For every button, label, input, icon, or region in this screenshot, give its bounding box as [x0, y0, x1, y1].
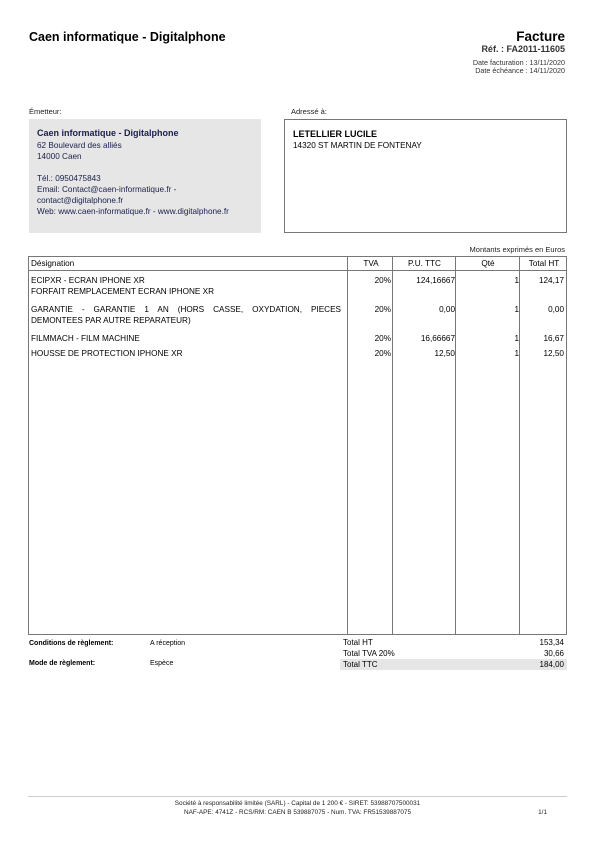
sender-phone: Tél.: 0950475843 — [37, 174, 101, 183]
table-row — [29, 332, 566, 346]
total-ttc-value: 184,00 — [539, 660, 564, 669]
payment-mode-label: Mode de règlement: — [29, 660, 96, 667]
invoice-reference: Réf. : FA2011-11605 — [481, 44, 565, 54]
item-quantity: 1 — [514, 334, 519, 343]
item-designation-line: FORFAIT REMPLACEMENT ECRAN IPHONE XR — [31, 286, 215, 296]
item-unit-price: 0,00 — [439, 305, 455, 314]
item-total-ht: 16,67 — [543, 334, 564, 343]
item-designation-line: DEMONTEES PAR AUTRE REPARATEUR) — [31, 315, 191, 325]
item-tva: 20% — [374, 334, 391, 343]
item-designation — [31, 276, 341, 297]
total-ttc-label: Total TTC — [343, 660, 378, 669]
total-tva-row — [340, 648, 567, 659]
totals-block — [340, 637, 567, 670]
item-designation-line: GARANTIE - GARANTIE 1 AN (HORS CASSE, OXYDATION, PIECES — [31, 305, 341, 314]
item-designation — [31, 334, 341, 345]
payment-terms-value: A réception — [150, 640, 186, 647]
table-row — [29, 347, 566, 361]
company-title: Caen informatique - Digitalphone — [29, 30, 226, 44]
item-unit-price: 16,66667 — [420, 334, 455, 343]
total-tva-label: Total TVA 20% — [343, 649, 395, 658]
footer-legal-line: Société à responsabilité limitée (SARL) - Capital de 1 200 € - SIRET: 53988707500031 — [174, 800, 421, 807]
sender-email: Email: Contact@caen-informatique.fr - — [37, 185, 177, 194]
recipient-address: 14320 ST MARTIN DE FONTENAY — [293, 141, 422, 150]
item-total-ht: 0,00 — [548, 305, 564, 314]
item-quantity: 1 — [514, 276, 519, 285]
table-row — [29, 303, 566, 329]
sender-website: Web: www.caen-informatique.fr - www.digitalphone.fr — [37, 207, 229, 216]
page-number: 1/1 — [538, 809, 547, 816]
item-quantity: 1 — [514, 305, 519, 314]
item-unit-price: 12,50 — [434, 349, 455, 358]
footer-divider — [28, 796, 567, 797]
due-date: Date échéance : 14/11/2020 — [475, 66, 565, 75]
item-quantity: 1 — [514, 349, 519, 358]
item-designation — [31, 305, 341, 326]
item-total-ht: 12,50 — [543, 349, 564, 358]
total-ht-value: 153,34 — [539, 638, 564, 647]
sender-name: Caen informatique - Digitalphone — [37, 128, 179, 138]
invoice-date: Date facturation : 13/11/2020 — [472, 58, 565, 67]
item-designation-line: HOUSSE DE PROTECTION IPHONE XR — [31, 349, 183, 358]
item-tva: 20% — [374, 349, 391, 358]
recipient-label: Adressé à: — [291, 107, 327, 116]
sender-box — [29, 119, 261, 233]
footer-registration-line: NAF-APE: 4741Z - RCS/RM: CAEN B 539887075 - Num. TVA: FR51539887075 — [183, 809, 412, 816]
sender-address-city: 14000 Caen — [37, 152, 82, 161]
table-header-row — [29, 257, 566, 271]
currency-note: Montants exprimés en Euros — [469, 245, 565, 254]
payment-mode-value: Espèce — [150, 660, 174, 667]
item-designation-line: ECIPXR - ECRAN IPHONE XR — [31, 276, 145, 285]
sender-email-continued: contact@digitalphone.fr — [37, 196, 124, 205]
table-row — [29, 274, 566, 300]
header-quantity: Qté — [481, 259, 495, 268]
payment-terms-label: Conditions de règlement: — [29, 640, 114, 647]
item-total-ht: 124,17 — [538, 276, 564, 285]
header-total-ht: Total HT — [528, 259, 560, 268]
header-tva: TVA — [363, 259, 379, 268]
item-unit-price: 124,16667 — [416, 276, 455, 285]
item-tva: 20% — [374, 305, 391, 314]
recipient-box — [284, 119, 567, 233]
recipient-name: LETELLIER LUCILE — [293, 129, 377, 139]
document-type-title: Facture — [516, 29, 565, 44]
item-designation-line: FILMMACH - FILM MACHINE — [31, 334, 140, 343]
total-tva-value: 30,66 — [543, 649, 564, 658]
item-tva: 20% — [374, 276, 391, 285]
sender-label: Émetteur: — [29, 107, 62, 116]
header-designation: Désignation — [31, 259, 75, 268]
sender-address-street: 62 Boulevard des alliés — [37, 141, 122, 150]
total-ht-row — [340, 637, 567, 648]
item-designation — [31, 349, 341, 360]
items-table — [28, 256, 567, 635]
total-ht-label: Total HT — [343, 638, 373, 647]
total-ttc-row — [340, 659, 567, 670]
header-unit-price: P.U. TTC — [408, 259, 441, 268]
